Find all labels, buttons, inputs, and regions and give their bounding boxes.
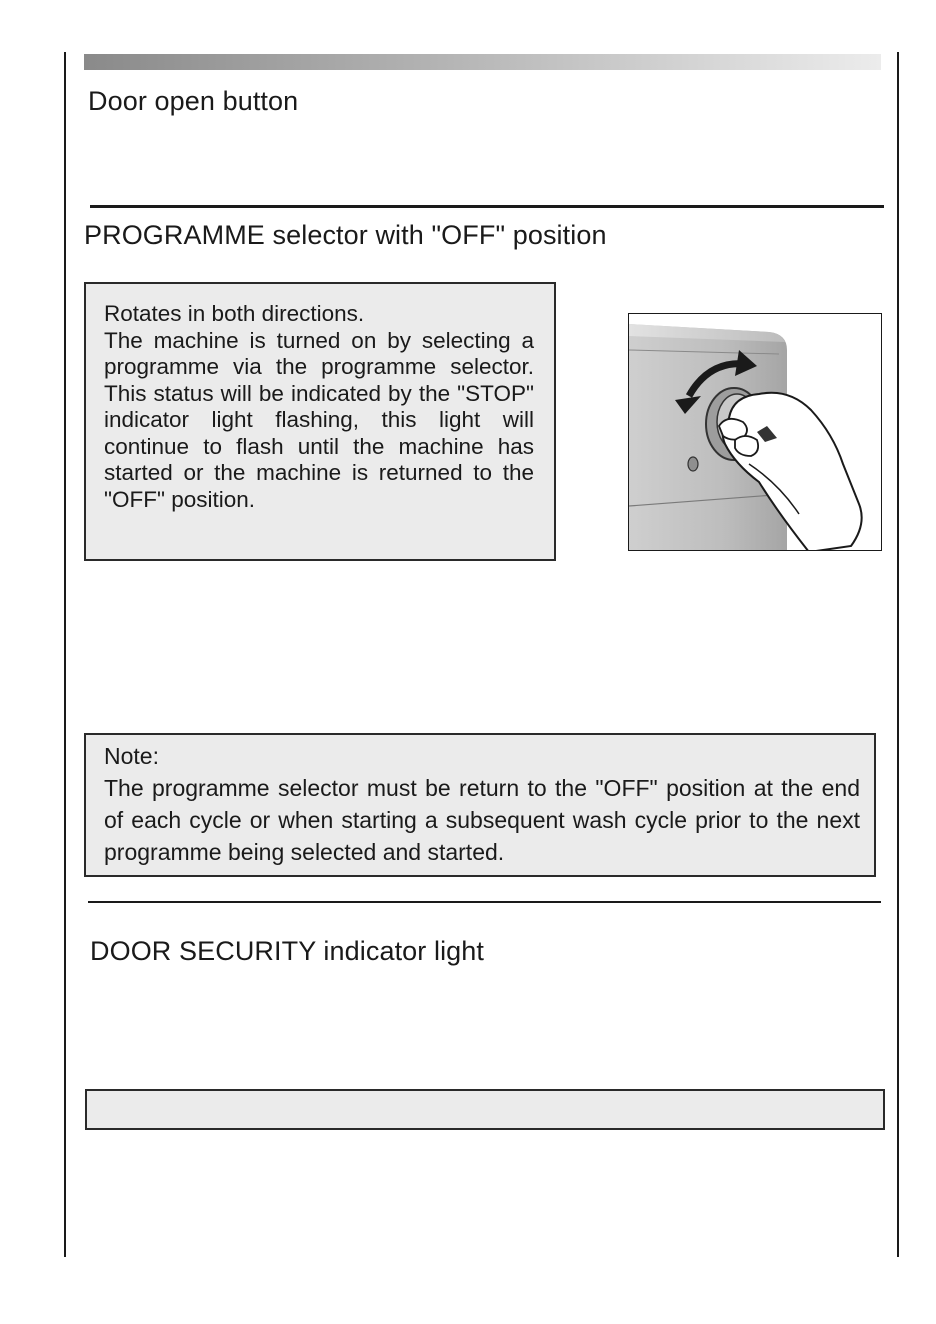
programme-info-box [84,282,556,561]
door-open-heading: Door open button [88,86,299,116]
door-security-heading: DOOR SECURITY indicator light [90,936,485,966]
left-margin-rule [64,52,66,1257]
programme-knob-illustration [628,313,882,551]
programme-info-first-line: Rotates in both directions. [104,301,365,326]
programme-selector-heading: PROGRAMME selector with "OFF" position [84,220,607,250]
programme-info-body: The machine is turned on by selecting a programme via the programme selector. This status will be indicated by the "STOP" indicator light flashing, this light will continue to flash until the machine has started or the machine is returned to the "OFF" position. [104,327,534,512]
header-gradient-bar [84,54,881,70]
door-security-info-box [85,1089,885,1130]
note-box [84,733,876,877]
note-text: The programme selector must be return to the "OFF" position at the end of each cycle or when starting a subsequent wash cycle prior to the next programme being selected and started. [104,775,860,865]
note-label: Note: [104,743,159,769]
right-margin-rule [897,52,899,1257]
section-divider-2 [88,901,881,903]
section-divider-1 [90,205,884,208]
hand-turning-programme-knob-icon [629,314,882,551]
